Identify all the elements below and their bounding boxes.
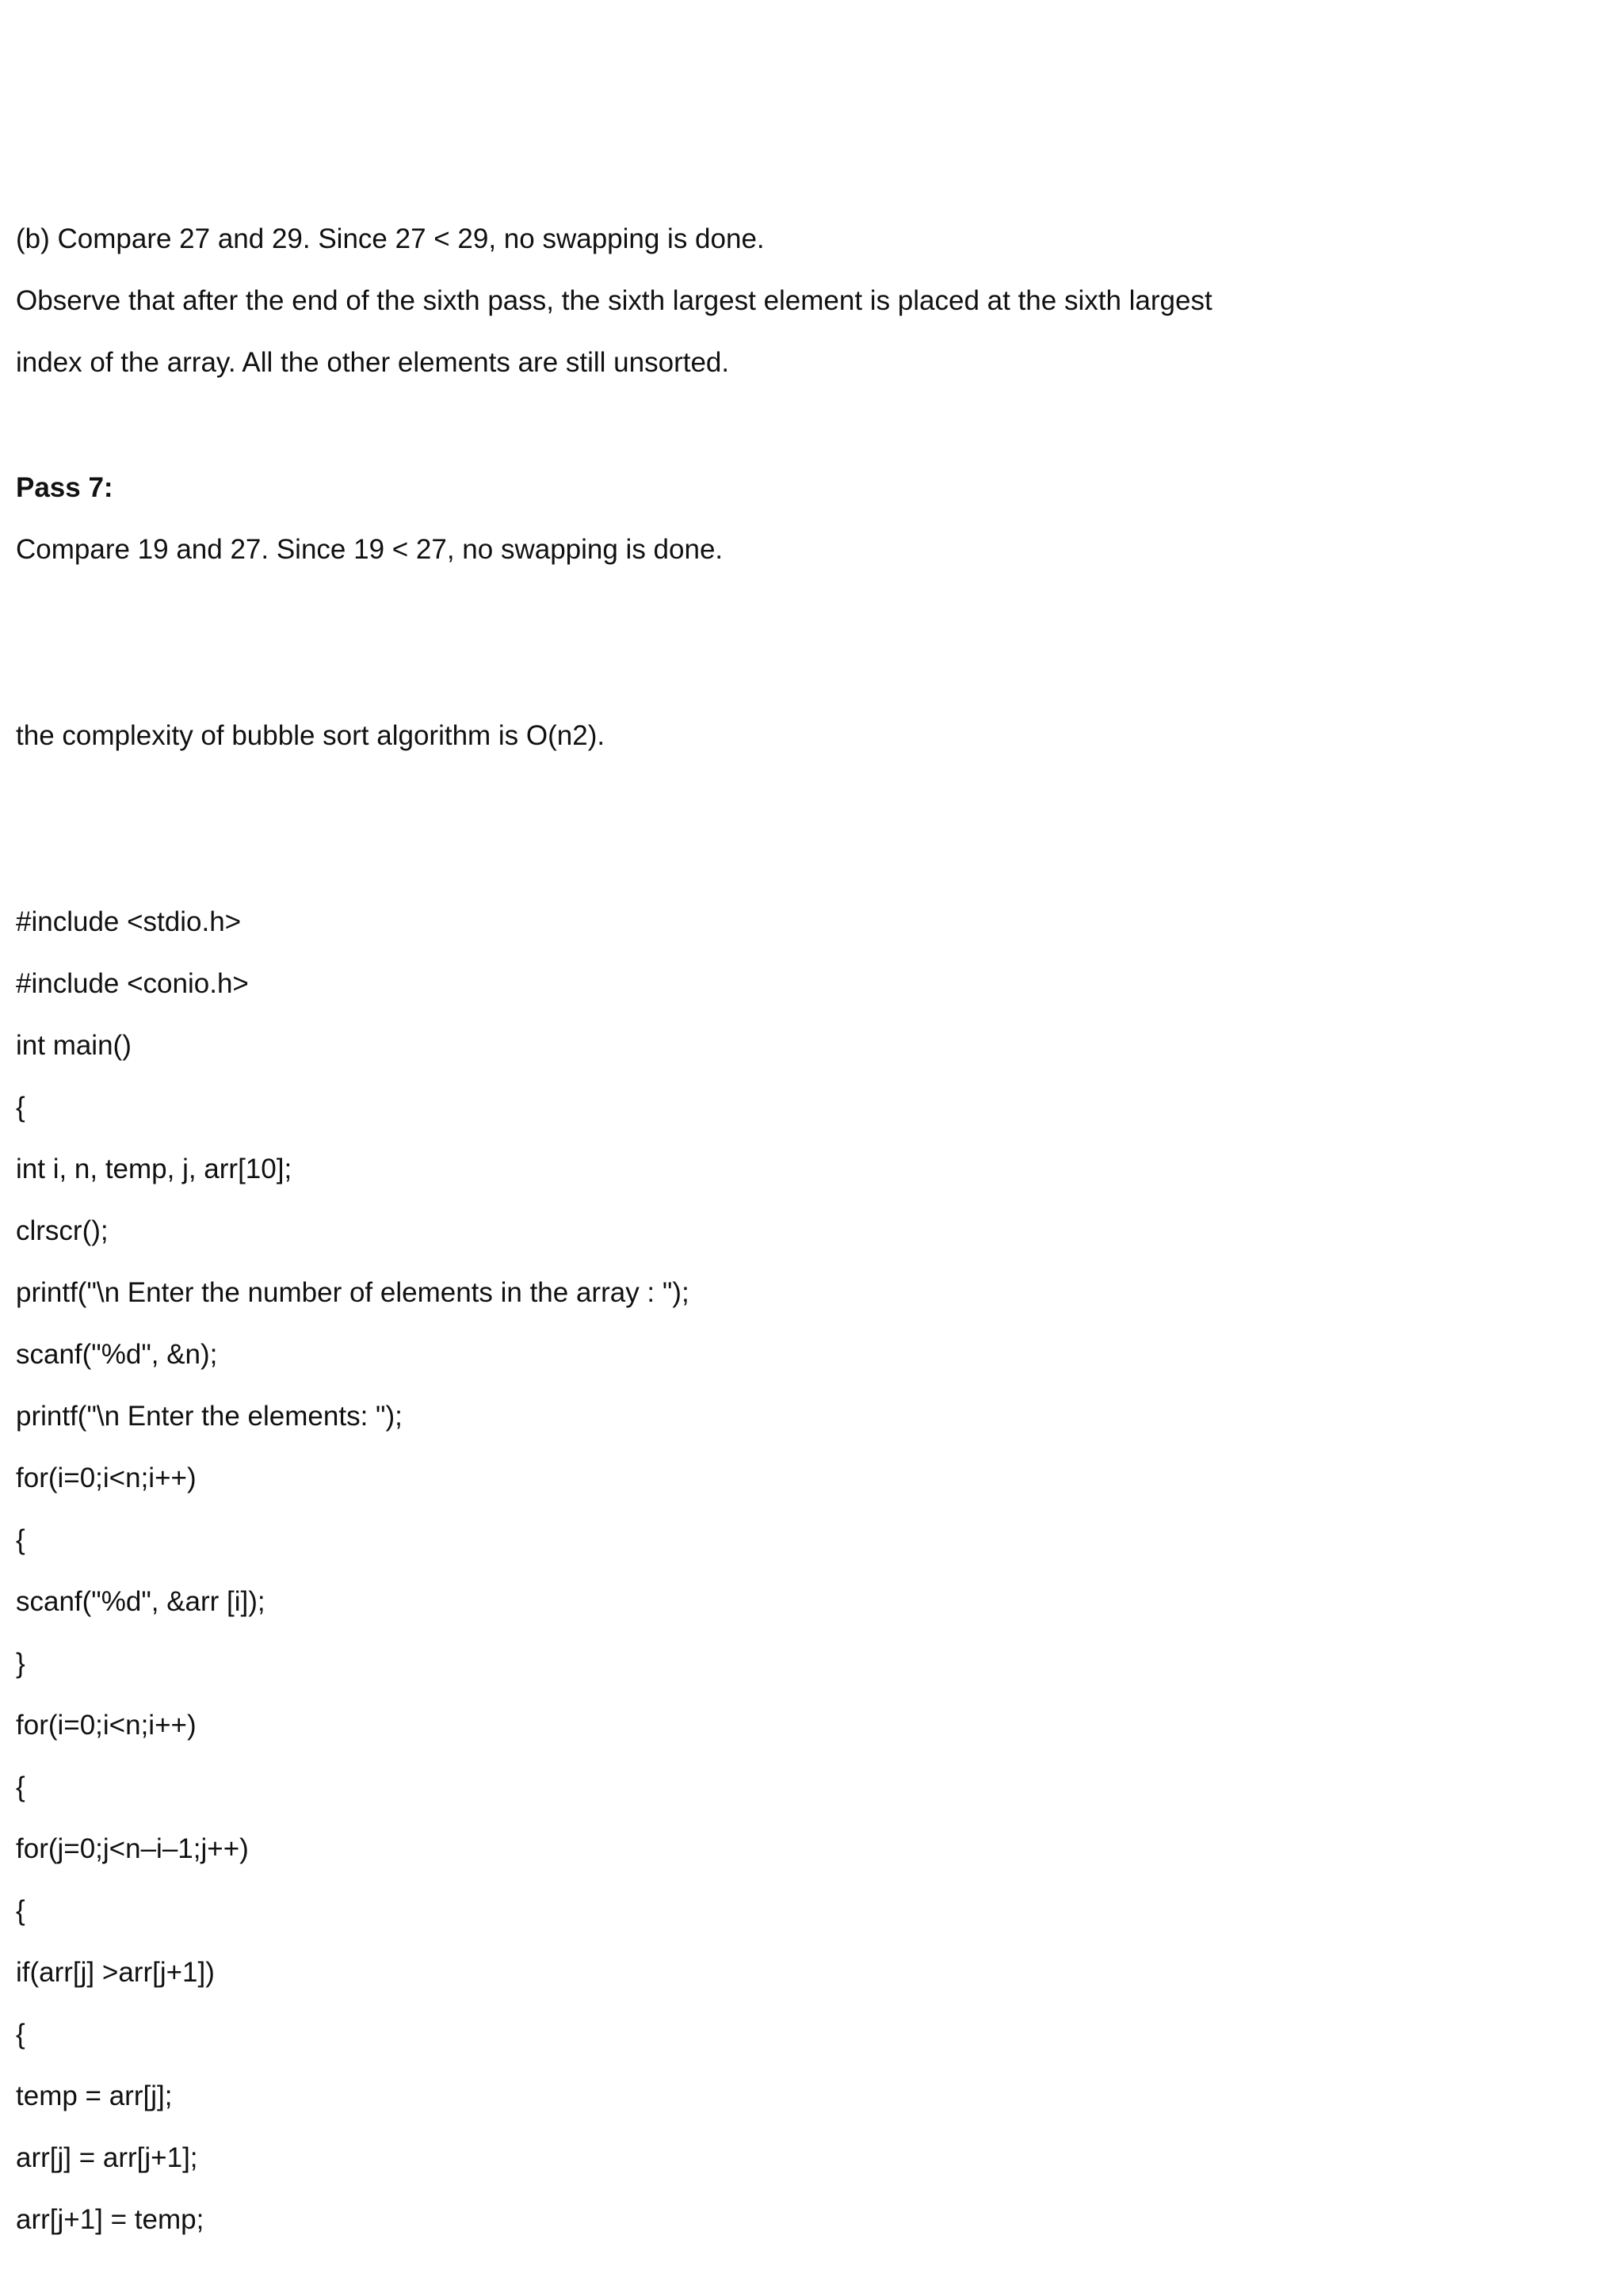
- code-line: for(i=0;i<n;i++): [16, 1463, 197, 1493]
- pass-7-heading: Pass 7:: [16, 472, 113, 503]
- code-line: int i, n, temp, j, arr[10];: [16, 1154, 292, 1184]
- code-line: {: [16, 2019, 25, 2050]
- code-line: printf("\n Enter the elements: ");: [16, 1401, 403, 1432]
- code-line: clrscr();: [16, 1215, 109, 1246]
- code-line: #include <conio.h>: [16, 968, 249, 999]
- code-line: }: [16, 1648, 25, 1679]
- code-line: {: [16, 1895, 25, 1926]
- code-line: arr[j+1] = temp;: [16, 2204, 204, 2235]
- paragraph-observe-line-1: Observe that after the end of the sixth pass, the sixth largest element is placed at the sixth largest: [16, 285, 1212, 316]
- code-line: for(j=0;j<n–i–1;j++): [16, 1833, 249, 1864]
- code-line: printf("\n Enter the number of elements in the array : ");: [16, 1277, 689, 1308]
- code-line: {: [16, 1524, 25, 1555]
- code-line: int main(): [16, 1030, 132, 1061]
- code-line: if(arr[j] >arr[j+1]): [16, 1957, 215, 1988]
- paragraph-complexity: the complexity of bubble sort algorithm is O(n2).: [16, 720, 605, 751]
- code-line: {: [16, 1772, 25, 1802]
- code-line: for(i=0;i<n;i++): [16, 1710, 197, 1741]
- paragraph-pass-7: Compare 19 and 27. Since 19 < 27, no swapping is done.: [16, 534, 724, 565]
- paragraph-observe-line-2: index of the array. All the other elements are still unsorted.: [16, 347, 730, 378]
- code-line: scanf("%d", &arr [i]);: [16, 1586, 265, 1617]
- code-line: {: [16, 1092, 25, 1123]
- code-line: temp = arr[j];: [16, 2081, 173, 2111]
- code-line: #include <stdio.h>: [16, 906, 242, 937]
- code-line: scanf("%d", &n);: [16, 1339, 218, 1370]
- code-line: arr[j] = arr[j+1];: [16, 2142, 198, 2173]
- paragraph-compare-b: (b) Compare 27 and 29. Since 27 < 29, no swapping is done.: [16, 223, 765, 254]
